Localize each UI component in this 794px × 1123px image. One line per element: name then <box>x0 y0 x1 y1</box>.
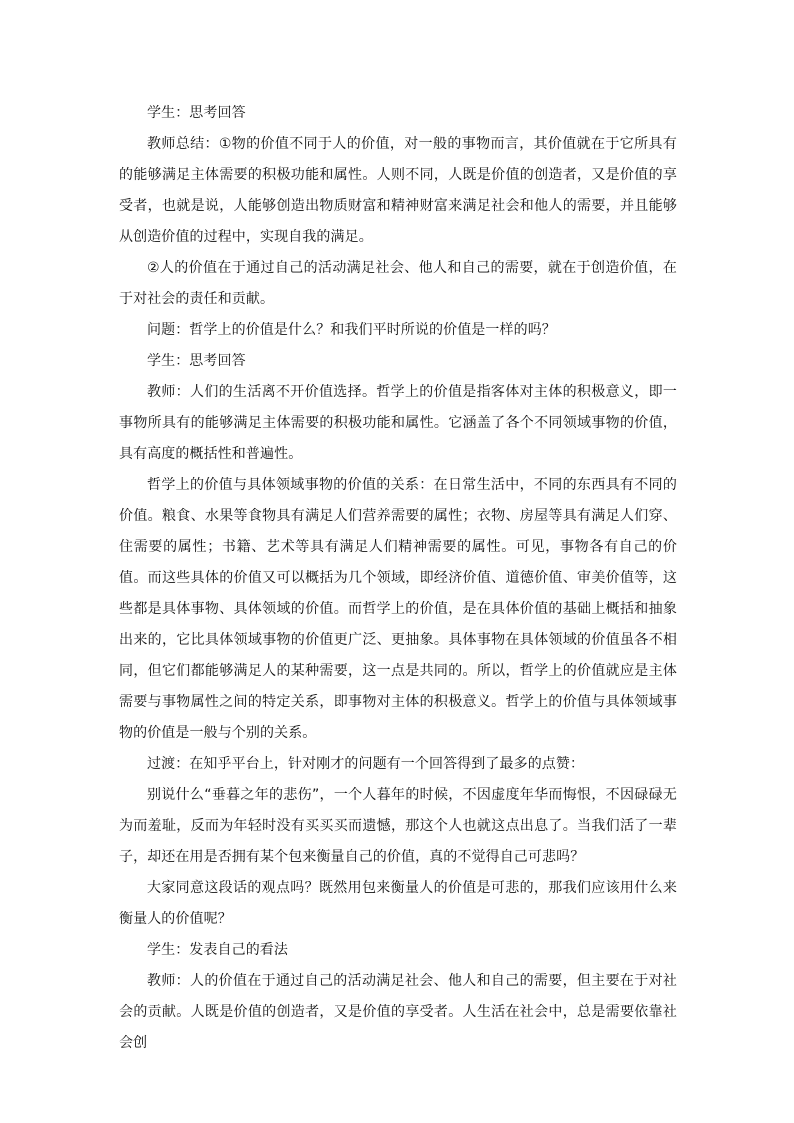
paragraph-teacher-conclusion: 教师：人的价值在于通过自己的活动满足社会、他人和自己的需要，但主要在于对社会的贡献。人既是价值的创造者，又是价值的享受者。人生活在社会中，总是需要依靠社会创 <box>119 973 677 1051</box>
document-body <box>119 98 677 1059</box>
paragraph-question: 问题：哲学上的价值是什么？和我们平时所说的价值是一样的吗？ <box>147 322 556 338</box>
paragraph-teacher-explanation: 教师：人们的生活离不开价值选择。哲学上的价值是指客体对主体的积极意义，即一事物所具有的能够满足主体需要的积极功能和属性。它涵盖了各个不同领域事物的价值，具有高度的概括性和普遍性。 <box>119 384 677 462</box>
paragraph-human-value: ②人的价值在于通过自己的活动满足社会、他人和自己的需要，就在于创造价值，在于对社会的责任和贡献。 <box>119 260 677 307</box>
paragraph-student-answer-1: 学生：思考回答 <box>147 105 246 121</box>
paragraph-teacher-summary: 教师总结：①物的价值不同于人的价值，对一般的事物而言，其价值就在于它所具有的能够满足主体需要的积极功能和属性。人则不同，人既是价值的创造者，又是价值的享受者，也就是说，人能够创造出物质财富和精神财富来满足社会和他人的需要，并且能够从创造价值的过程中，实现自我的满足。 <box>119 136 677 245</box>
paragraph-value-relationship: 哲学上的价值与具体领域事物的价值的关系：在日常生活中，不同的东西具有不同的价值。粮食、水果等食物具有满足人们营养需要的属性；衣物、房屋等具有满足人们穿、住需要的属性；书籍、艺术等具有满足人们精神需要的属性。可见，事物各有自己的价值。而这些具体的价值又可以概括为几个领域，即经济价值、道德价值、审美价值等，这些都是具体事物、具体领域的价值。而哲学上的价值，是在具体价值的基础上概括和抽象出来的，它比具体领域事物的价值更广泛、更抽象。具体事物在具体领域的价值虽各不相同，但它们都能够满足人的某种需要，这一点是共同的。所以，哲学上的价值就应是主体需要与事物属性之间的特定关系，即事物对主体的积极意义。哲学上的价值与具体领域事物的价值是一般与个别的关系。 <box>119 477 677 741</box>
paragraph-zhihu-quote: 别说什么“垂暮之年的悲伤”，一个人暮年的时候，不因虚度年华而悔恨，不因碌碌无为而羞耻，反而为年轻时没有买买买而遗憾，那这个人也就这点出息了。当我们活了一辈子，却还在用是否拥有某个包来衡量自己的价值，真的不觉得自己可悲吗？ <box>119 787 677 865</box>
paragraph-student-opinion: 学生：发表自己的看法 <box>147 942 288 958</box>
paragraph-student-answer-2: 学生：思考回答 <box>147 353 246 369</box>
paragraph-class-question: 大家同意这段话的观点吗？既然用包来衡量人的价值是可悲的，那我们应该用什么来衡量人的价值呢？ <box>119 880 677 927</box>
paragraph-transition: 过渡：在知乎平台上，针对刚才的问题有一个回答得到了最多的点赞： <box>147 756 585 772</box>
